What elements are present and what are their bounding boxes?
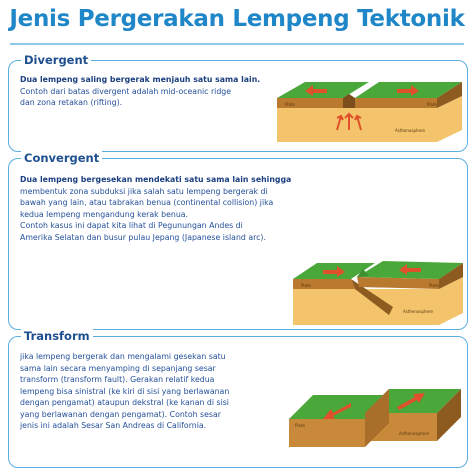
text-line: yang berlawanan dengan pengamat). Contoh sesar [20,409,221,419]
plate-label: Plate [427,102,438,107]
convergent-illustration [293,249,463,325]
plate-label: Plate [285,102,296,107]
text-line: dengan pengamat) ataupun dekstral (ke kanan di sisi [20,398,229,407]
divergent-heading: Divergent [21,53,91,67]
plate-label: Plate [301,283,312,288]
text-line: sama lain secara menyamping di sepanjang sesar [20,363,216,373]
text-line: kedua lempeng mengandung kerak benua. [20,209,189,219]
asthenosphere-label: Asthenosphere [403,309,434,314]
text-line: Dua lempeng saling bergerak menjauh satu sama lain. [20,75,261,84]
asthenosphere-label: Asthenosphere [399,431,430,436]
text-line: lempeng bisa sinistral (ke kiri di sisi yang berlawanan [20,386,230,396]
page-title: Jenis Pergerakan Lempeng Tektonik [9,6,465,32]
transform-heading: Transform [21,329,93,343]
text-line: dan zona retakan (rifting). [20,98,123,107]
text-line: Contoh kasus ini dapat kita lihat di Pegunungan Andes di [20,221,243,230]
text-line: jenis ini adalah Sesar San Andreas di California. [20,421,207,430]
convergent-text [20,174,291,243]
text-line: membentuk zona subduksi jika salah satu lempeng bergerak di [20,186,268,196]
text-line: bawah yang lain, atau tabrakan benua (continental collision) jika [20,198,274,207]
title-divider [10,43,464,45]
plate-label: Plate [295,423,306,428]
divergent-text [20,74,260,109]
divergent-card [8,53,468,152]
convergent-card [8,151,468,330]
text-line: Amerika Selatan dan busur pulau Jepang (Japanese island arc). [20,232,266,242]
text-line: Contoh dari batas divergent adalah mid-oceanic ridge [20,86,232,96]
convergent-heading: Convergent [21,151,102,165]
text-line: jika lempeng bergerak dan mengalami gesekan satu [20,352,226,361]
transform-illustration [289,369,461,449]
transform-card [8,329,468,468]
asthenosphere-label: Asthenosphere [395,128,426,133]
text-line: Dua lempeng bergesekan mendekati satu sama lain sehingga [20,175,292,184]
transform-text [20,351,229,432]
divergent-illustration [277,68,462,144]
text-line: transform (transform fault). Gerakan relatif kedua [20,375,215,384]
plate-label: Plate [429,283,440,288]
